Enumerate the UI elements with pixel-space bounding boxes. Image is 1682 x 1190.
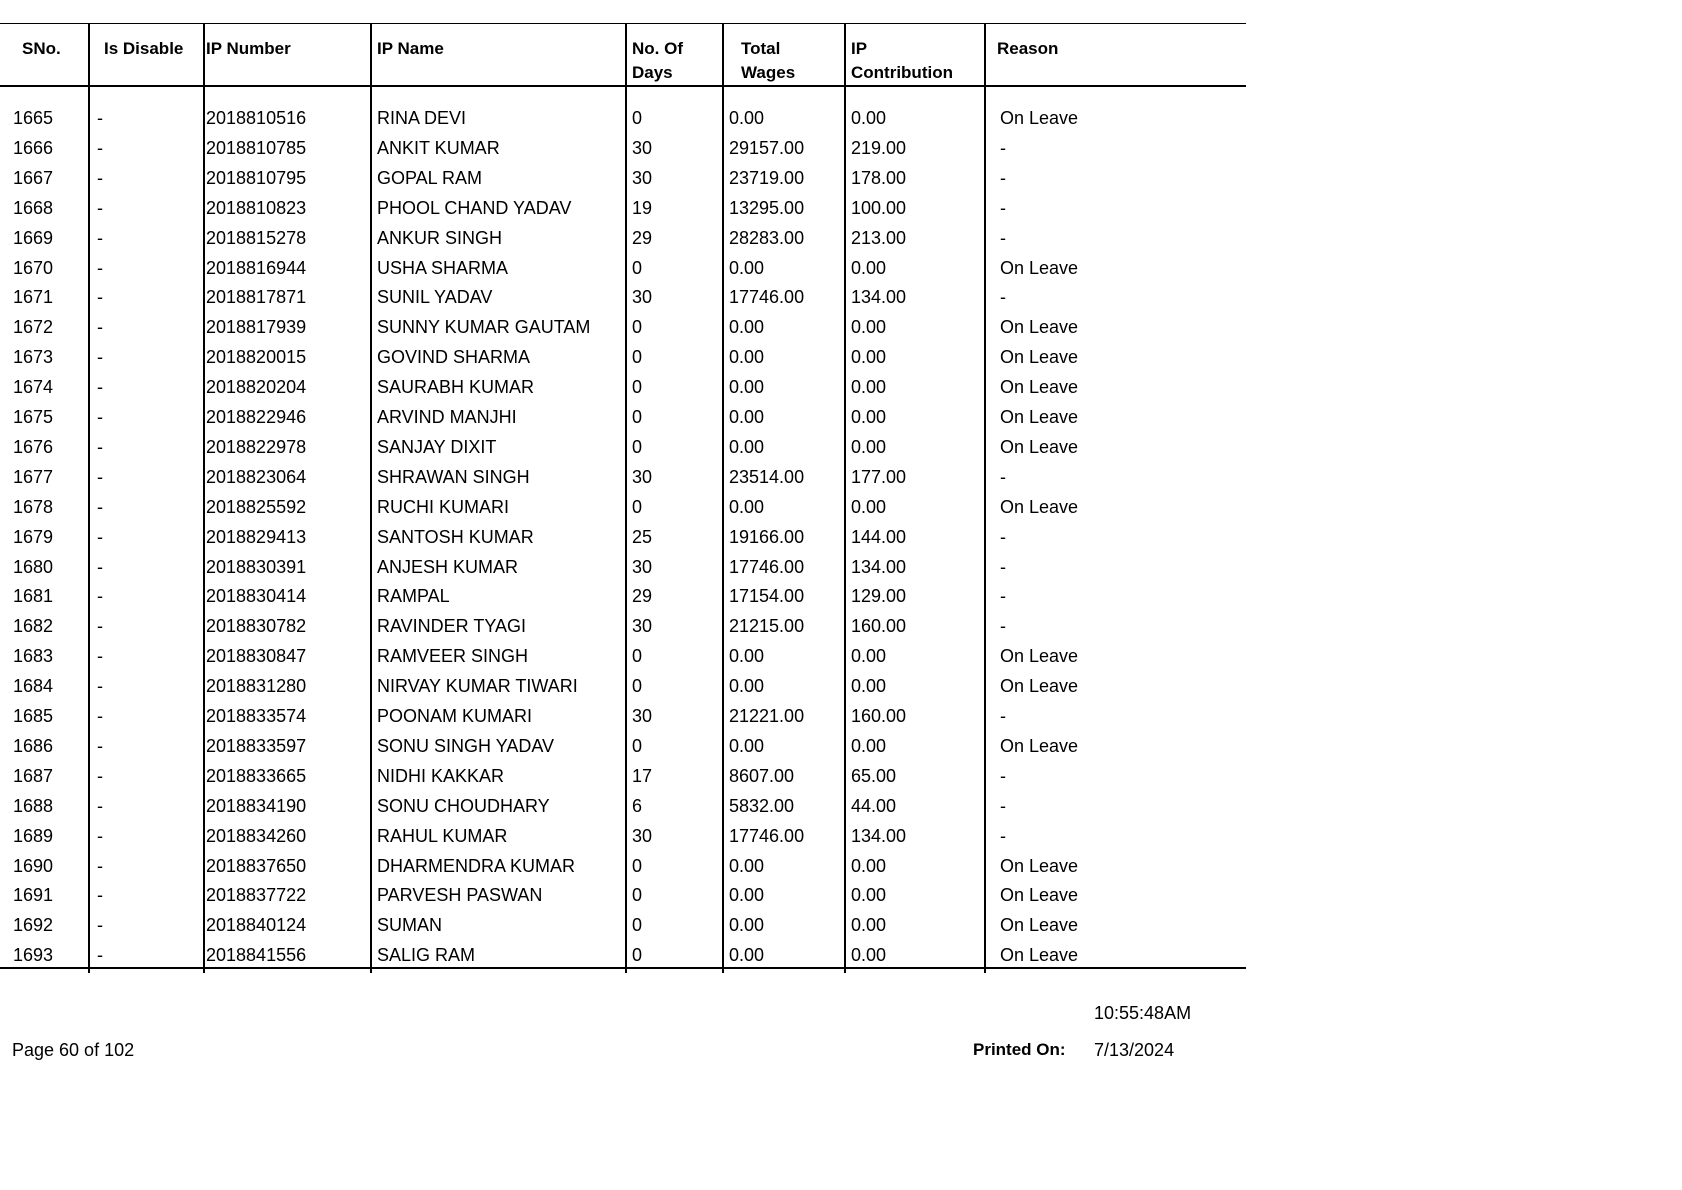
cell-total-wages: 17746.00: [729, 826, 805, 846]
cell-ip-name: ARVIND MANJHI: [377, 407, 517, 427]
cell-days: 0: [632, 407, 643, 427]
cell-is-disable: -: [97, 168, 103, 188]
cell-ip-name: RAVINDER TYAGI: [377, 616, 527, 636]
cell-ip-contribution: 0.00: [851, 437, 887, 457]
cell-is-disable: -: [97, 826, 103, 846]
cell-reason: -: [1000, 586, 1006, 606]
printed-time: 10:55:48AM: [1094, 1003, 1192, 1023]
cell-ip-name: RUCHI KUMARI: [377, 497, 510, 517]
cell-reason: On Leave: [1000, 437, 1079, 457]
cell-sno: 1666: [13, 138, 54, 158]
cell-is-disable: -: [97, 616, 103, 636]
cell-ip-number: 2018810785: [206, 138, 307, 158]
cell-days: 17: [632, 766, 653, 786]
cell-reason: -: [1000, 616, 1006, 636]
cell-ip-name: ANKUR SINGH: [377, 228, 503, 248]
cell-ip-number: 2018810516: [206, 108, 307, 128]
cell-sno: 1685: [13, 706, 54, 726]
cell-ip-number: 2018815278: [206, 228, 307, 248]
cell-is-disable: -: [97, 108, 103, 128]
table-top-border: [0, 23, 1246, 24]
cell-ip-number: 2018837650: [206, 856, 307, 876]
cell-ip-contribution: 134.00: [851, 287, 907, 307]
cell-reason: On Leave: [1000, 915, 1079, 935]
cell-is-disable: -: [97, 736, 103, 756]
cell-ip-contribution: 160.00: [851, 706, 907, 726]
cell-sno: 1688: [13, 796, 54, 816]
column-divider: [844, 24, 846, 973]
cell-total-wages: 0.00: [729, 856, 765, 876]
cell-ip-number: 2018829413: [206, 527, 307, 547]
cell-ip-number: 2018817871: [206, 287, 307, 307]
cell-ip-name: SALIG RAM: [377, 945, 476, 965]
cell-ip-contribution: 0.00: [851, 108, 887, 128]
cell-total-wages: 0.00: [729, 736, 765, 756]
cell-reason: On Leave: [1000, 676, 1079, 696]
cell-ip-contribution: 160.00: [851, 616, 907, 636]
cell-ip-contribution: 213.00: [851, 228, 907, 248]
cell-total-wages: 0.00: [729, 945, 765, 965]
cell-ip-name: PHOOL CHAND YADAV: [377, 198, 572, 218]
cell-sno: 1681: [13, 586, 54, 606]
cell-ip-number: 2018830782: [206, 616, 307, 636]
cell-total-wages: 0.00: [729, 497, 765, 517]
cell-days: 0: [632, 646, 643, 666]
cell-ip-contribution: 0.00: [851, 945, 887, 965]
cell-reason: On Leave: [1000, 646, 1079, 666]
cell-is-disable: -: [97, 317, 103, 337]
cell-ip-name: PARVESH PASWAN: [377, 885, 543, 905]
cell-ip-number: 2018833574: [206, 706, 307, 726]
cell-ip-contribution: 134.00: [851, 826, 907, 846]
header-wages-line2: Wages: [741, 63, 796, 82]
cell-is-disable: -: [97, 497, 103, 517]
cell-days: 0: [632, 915, 643, 935]
cell-reason: On Leave: [1000, 317, 1079, 337]
cell-total-wages: 0.00: [729, 915, 765, 935]
cell-ip-contribution: 65.00: [851, 766, 897, 786]
cell-ip-number: 2018823064: [206, 467, 307, 487]
cell-ip-contribution: 0.00: [851, 407, 887, 427]
cell-ip-name: NIDHI KAKKAR: [377, 766, 505, 786]
cell-days: 0: [632, 317, 643, 337]
cell-ip-name: USHA SHARMA: [377, 258, 509, 278]
cell-ip-name: SAURABH KUMAR: [377, 377, 535, 397]
cell-sno: 1668: [13, 198, 54, 218]
cell-sno: 1673: [13, 347, 54, 367]
cell-days: 30: [632, 168, 653, 188]
header-ip-name: IP Name: [377, 39, 444, 58]
cell-ip-contribution: 100.00: [851, 198, 907, 218]
cell-total-wages: 0.00: [729, 646, 765, 666]
cell-is-disable: -: [97, 706, 103, 726]
cell-total-wages: 0.00: [729, 347, 765, 367]
cell-reason: On Leave: [1000, 377, 1079, 397]
cell-total-wages: 0.00: [729, 885, 765, 905]
cell-total-wages: 0.00: [729, 377, 765, 397]
cell-ip-number: 2018837722: [206, 885, 307, 905]
cell-ip-number: 2018816944: [206, 258, 307, 278]
cell-sno: 1675: [13, 407, 54, 427]
cell-sno: 1690: [13, 856, 54, 876]
cell-reason: On Leave: [1000, 885, 1079, 905]
printed-on-label: Printed On:: [973, 1040, 1066, 1059]
cell-reason: -: [1000, 796, 1006, 816]
cell-days: 0: [632, 856, 643, 876]
cell-total-wages: 13295.00: [729, 198, 805, 218]
cell-reason: -: [1000, 138, 1006, 158]
cell-is-disable: -: [97, 766, 103, 786]
cell-ip-contribution: 0.00: [851, 736, 887, 756]
cell-ip-name: ANKIT KUMAR: [377, 138, 500, 158]
cell-ip-contribution: 129.00: [851, 586, 907, 606]
column-divider: [88, 24, 90, 973]
cell-reason: On Leave: [1000, 407, 1079, 427]
cell-reason: -: [1000, 287, 1006, 307]
cell-ip-name: POONAM KUMARI: [377, 706, 533, 726]
cell-sno: 1665: [13, 108, 54, 128]
cell-days: 29: [632, 586, 653, 606]
cell-days: 0: [632, 377, 643, 397]
cell-ip-number: 2018840124: [206, 915, 307, 935]
cell-total-wages: 21215.00: [729, 616, 805, 636]
cell-is-disable: -: [97, 646, 103, 666]
cell-ip-name: RAMVEER SINGH: [377, 646, 529, 666]
cell-total-wages: 8607.00: [729, 766, 795, 786]
cell-total-wages: 0.00: [729, 676, 765, 696]
cell-reason: -: [1000, 766, 1006, 786]
cell-reason: On Leave: [1000, 258, 1079, 278]
cell-sno: 1687: [13, 766, 54, 786]
cell-reason: -: [1000, 557, 1006, 577]
cell-days: 25: [632, 527, 653, 547]
cell-days: 19: [632, 198, 653, 218]
cell-ip-contribution: 0.00: [851, 646, 887, 666]
cell-total-wages: 17154.00: [729, 586, 805, 606]
cell-ip-number: 2018830414: [206, 586, 307, 606]
cell-sno: 1672: [13, 317, 54, 337]
cell-total-wages: 28283.00: [729, 228, 805, 248]
cell-ip-number: 2018820015: [206, 347, 307, 367]
cell-sno: 1686: [13, 736, 54, 756]
cell-ip-name: SHRAWAN SINGH: [377, 467, 530, 487]
cell-is-disable: -: [97, 885, 103, 905]
cell-is-disable: -: [97, 347, 103, 367]
cell-reason: -: [1000, 168, 1006, 188]
cell-reason: -: [1000, 527, 1006, 547]
header-wages-line1: Total: [741, 39, 781, 58]
header-bottom-border: [0, 85, 1246, 87]
cell-ip-name: SUNNY KUMAR GAUTAM: [377, 317, 591, 337]
cell-reason: -: [1000, 198, 1006, 218]
header-contribution-line2: Contribution: [851, 63, 953, 82]
cell-total-wages: 0.00: [729, 407, 765, 427]
cell-sno: 1667: [13, 168, 54, 188]
header-ip-number: IP Number: [206, 39, 291, 58]
cell-is-disable: -: [97, 258, 103, 278]
cell-sno: 1670: [13, 258, 54, 278]
cell-ip-name: SANJAY DIXIT: [377, 437, 497, 457]
cell-ip-number: 2018817939: [206, 317, 307, 337]
cell-is-disable: -: [97, 945, 103, 965]
cell-ip-contribution: 144.00: [851, 527, 907, 547]
cell-total-wages: 23514.00: [729, 467, 805, 487]
cell-ip-contribution: 0.00: [851, 377, 887, 397]
cell-days: 0: [632, 497, 643, 517]
cell-ip-contribution: 0.00: [851, 258, 887, 278]
cell-reason: On Leave: [1000, 945, 1079, 965]
cell-sno: 1680: [13, 557, 54, 577]
cell-ip-number: 2018822978: [206, 437, 307, 457]
cell-reason: -: [1000, 228, 1006, 248]
cell-sno: 1676: [13, 437, 54, 457]
cell-sno: 1692: [13, 915, 54, 935]
cell-ip-contribution: 0.00: [851, 885, 887, 905]
cell-days: 0: [632, 347, 643, 367]
cell-ip-contribution: 134.00: [851, 557, 907, 577]
cell-ip-name: SONU SINGH YADAV: [377, 736, 555, 756]
header-reason: Reason: [997, 39, 1059, 58]
cell-sno: 1671: [13, 287, 54, 307]
cell-ip-number: 2018834260: [206, 826, 307, 846]
column-divider: [203, 24, 205, 973]
cell-ip-number: 2018822946: [206, 407, 307, 427]
cell-sno: 1689: [13, 826, 54, 846]
cell-total-wages: 5832.00: [729, 796, 795, 816]
cell-total-wages: 17746.00: [729, 287, 805, 307]
cell-is-disable: -: [97, 407, 103, 427]
cell-days: 0: [632, 108, 643, 128]
cell-is-disable: -: [97, 557, 103, 577]
cell-reason: On Leave: [1000, 736, 1079, 756]
cell-total-wages: 21221.00: [729, 706, 805, 726]
cell-reason: On Leave: [1000, 856, 1079, 876]
cell-days: 6: [632, 796, 643, 816]
cell-days: 0: [632, 945, 643, 965]
cell-days: 30: [632, 706, 653, 726]
cell-is-disable: -: [97, 467, 103, 487]
cell-days: 30: [632, 616, 653, 636]
column-divider: [370, 24, 372, 973]
cell-days: 29: [632, 228, 653, 248]
cell-is-disable: -: [97, 586, 103, 606]
cell-sno: 1683: [13, 646, 54, 666]
cell-ip-contribution: 44.00: [851, 796, 897, 816]
cell-sno: 1678: [13, 497, 54, 517]
cell-ip-contribution: 0.00: [851, 347, 887, 367]
cell-sno: 1677: [13, 467, 54, 487]
cell-ip-number: 2018834190: [206, 796, 307, 816]
cell-sno: 1684: [13, 676, 54, 696]
table-bottom-border: [0, 967, 1246, 969]
cell-reason: On Leave: [1000, 108, 1079, 128]
cell-days: 0: [632, 258, 643, 278]
cell-total-wages: 19166.00: [729, 527, 805, 547]
cell-ip-name: RINA DEVI: [377, 108, 467, 128]
cell-days: 0: [632, 437, 643, 457]
column-divider: [984, 24, 986, 973]
cell-ip-name: RAHUL KUMAR: [377, 826, 508, 846]
page-number: Page 60 of 102: [12, 1040, 135, 1060]
header-days-line1: No. Of: [632, 39, 683, 58]
cell-days: 30: [632, 138, 653, 158]
header-days-line2: Days: [632, 63, 673, 82]
cell-days: 30: [632, 467, 653, 487]
cell-ip-number: 2018833665: [206, 766, 307, 786]
cell-ip-contribution: 178.00: [851, 168, 907, 188]
cell-total-wages: 29157.00: [729, 138, 805, 158]
cell-ip-name: RAMPAL: [377, 586, 450, 606]
cell-ip-name: SANTOSH KUMAR: [377, 527, 534, 547]
cell-sno: 1693: [13, 945, 54, 965]
cell-is-disable: -: [97, 676, 103, 696]
header-is-disable: Is Disable: [104, 39, 184, 58]
cell-ip-number: 2018830847: [206, 646, 307, 666]
cell-ip-contribution: 0.00: [851, 856, 887, 876]
cell-ip-name: DHARMENDRA KUMAR: [377, 856, 576, 876]
cell-sno: 1669: [13, 228, 54, 248]
cell-sno: 1682: [13, 616, 54, 636]
cell-ip-name: GOPAL RAM: [377, 168, 483, 188]
cell-is-disable: -: [97, 138, 103, 158]
column-divider: [625, 24, 627, 973]
cell-is-disable: -: [97, 856, 103, 876]
cell-ip-number: 2018820204: [206, 377, 307, 397]
cell-ip-contribution: 177.00: [851, 467, 907, 487]
cell-total-wages: 0.00: [729, 437, 765, 457]
cell-sno: 1679: [13, 527, 54, 547]
cell-is-disable: -: [97, 228, 103, 248]
cell-days: 30: [632, 287, 653, 307]
cell-is-disable: -: [97, 437, 103, 457]
cell-ip-name: GOVIND SHARMA: [377, 347, 531, 367]
header-contribution-line1: IP: [851, 39, 868, 58]
cell-sno: 1674: [13, 377, 54, 397]
cell-days: 0: [632, 885, 643, 905]
cell-total-wages: 0.00: [729, 258, 765, 278]
cell-days: 0: [632, 676, 643, 696]
cell-ip-number: 2018833597: [206, 736, 307, 756]
cell-ip-contribution: 0.00: [851, 317, 887, 337]
cell-total-wages: 0.00: [729, 317, 765, 337]
cell-ip-name: SUMAN: [377, 915, 443, 935]
cell-days: 0: [632, 736, 643, 756]
cell-ip-number: 2018810823: [206, 198, 307, 218]
header-sno: SNo.: [22, 39, 61, 58]
cell-ip-contribution: 219.00: [851, 138, 907, 158]
cell-total-wages: 23719.00: [729, 168, 805, 188]
cell-reason: -: [1000, 467, 1006, 487]
cell-is-disable: -: [97, 796, 103, 816]
cell-ip-name: SUNIL YADAV: [377, 287, 493, 307]
cell-ip-contribution: 0.00: [851, 915, 887, 935]
cell-ip-contribution: 0.00: [851, 497, 887, 517]
cell-total-wages: 0.00: [729, 108, 765, 128]
cell-is-disable: -: [97, 377, 103, 397]
cell-days: 30: [632, 826, 653, 846]
cell-reason: -: [1000, 706, 1006, 726]
cell-is-disable: -: [97, 198, 103, 218]
cell-ip-name: NIRVAY KUMAR TIWARI: [377, 676, 578, 696]
cell-ip-number: 2018825592: [206, 497, 307, 517]
cell-ip-number: 2018810795: [206, 168, 307, 188]
printed-date: 7/13/2024: [1094, 1040, 1175, 1060]
cell-ip-number: 2018841556: [206, 945, 307, 965]
cell-reason: On Leave: [1000, 347, 1079, 367]
cell-ip-contribution: 0.00: [851, 676, 887, 696]
cell-reason: On Leave: [1000, 497, 1079, 517]
cell-is-disable: -: [97, 915, 103, 935]
cell-reason: -: [1000, 826, 1006, 846]
cell-is-disable: -: [97, 527, 103, 547]
cell-ip-name: ANJESH KUMAR: [377, 557, 519, 577]
cell-total-wages: 17746.00: [729, 557, 805, 577]
cell-is-disable: -: [97, 287, 103, 307]
cell-days: 30: [632, 557, 653, 577]
cell-ip-name: SONU CHOUDHARY: [377, 796, 550, 816]
cell-ip-number: 2018830391: [206, 557, 307, 577]
cell-sno: 1691: [13, 885, 54, 905]
cell-ip-number: 2018831280: [206, 676, 307, 696]
column-divider: [722, 24, 724, 973]
